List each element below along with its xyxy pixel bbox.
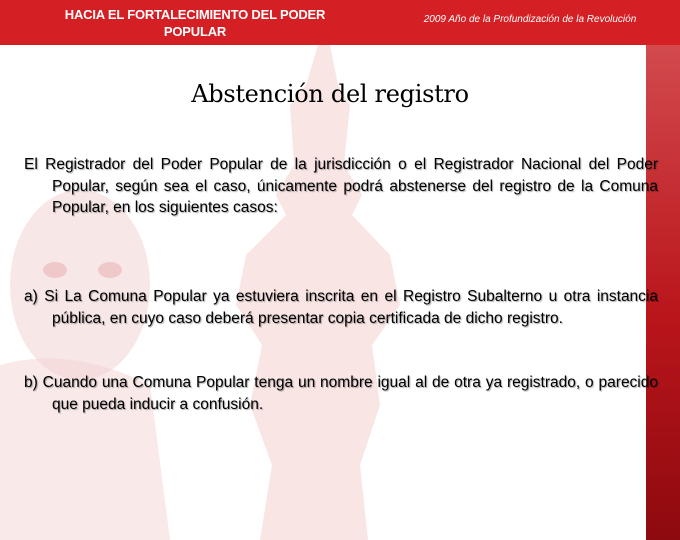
header-band [0,0,680,45]
header-subtitle: 2009 Año de la Profundización de la Revolución [423,14,637,25]
header-title: HACIA EL FORTALECIMIENTO DEL PODER POPULAR [64,7,326,39]
slide-title: Abstención del registro [191,80,469,108]
intro-paragraph: El Registrador del Poder Popular de la jurisdicción o el Registrador Nacional del Poder Popular, según sea el caso, únicamente podrá abstenerse del registro de la Comuna Popular, en los siguientes casos: [24,156,658,216]
case-b-paragraph: b) Cuando una Comuna Popular tenga un nombre igual al de otra ya registrado, o parecido que pueda inducir a confusión. [24,374,658,413]
case-a-paragraph: a) Si La Comuna Popular ya estuviera inscrita en el Registro Subalterno u otra instancia pública, en cuyo caso deberá presentar copia certificada de dicho registro. [24,288,658,327]
